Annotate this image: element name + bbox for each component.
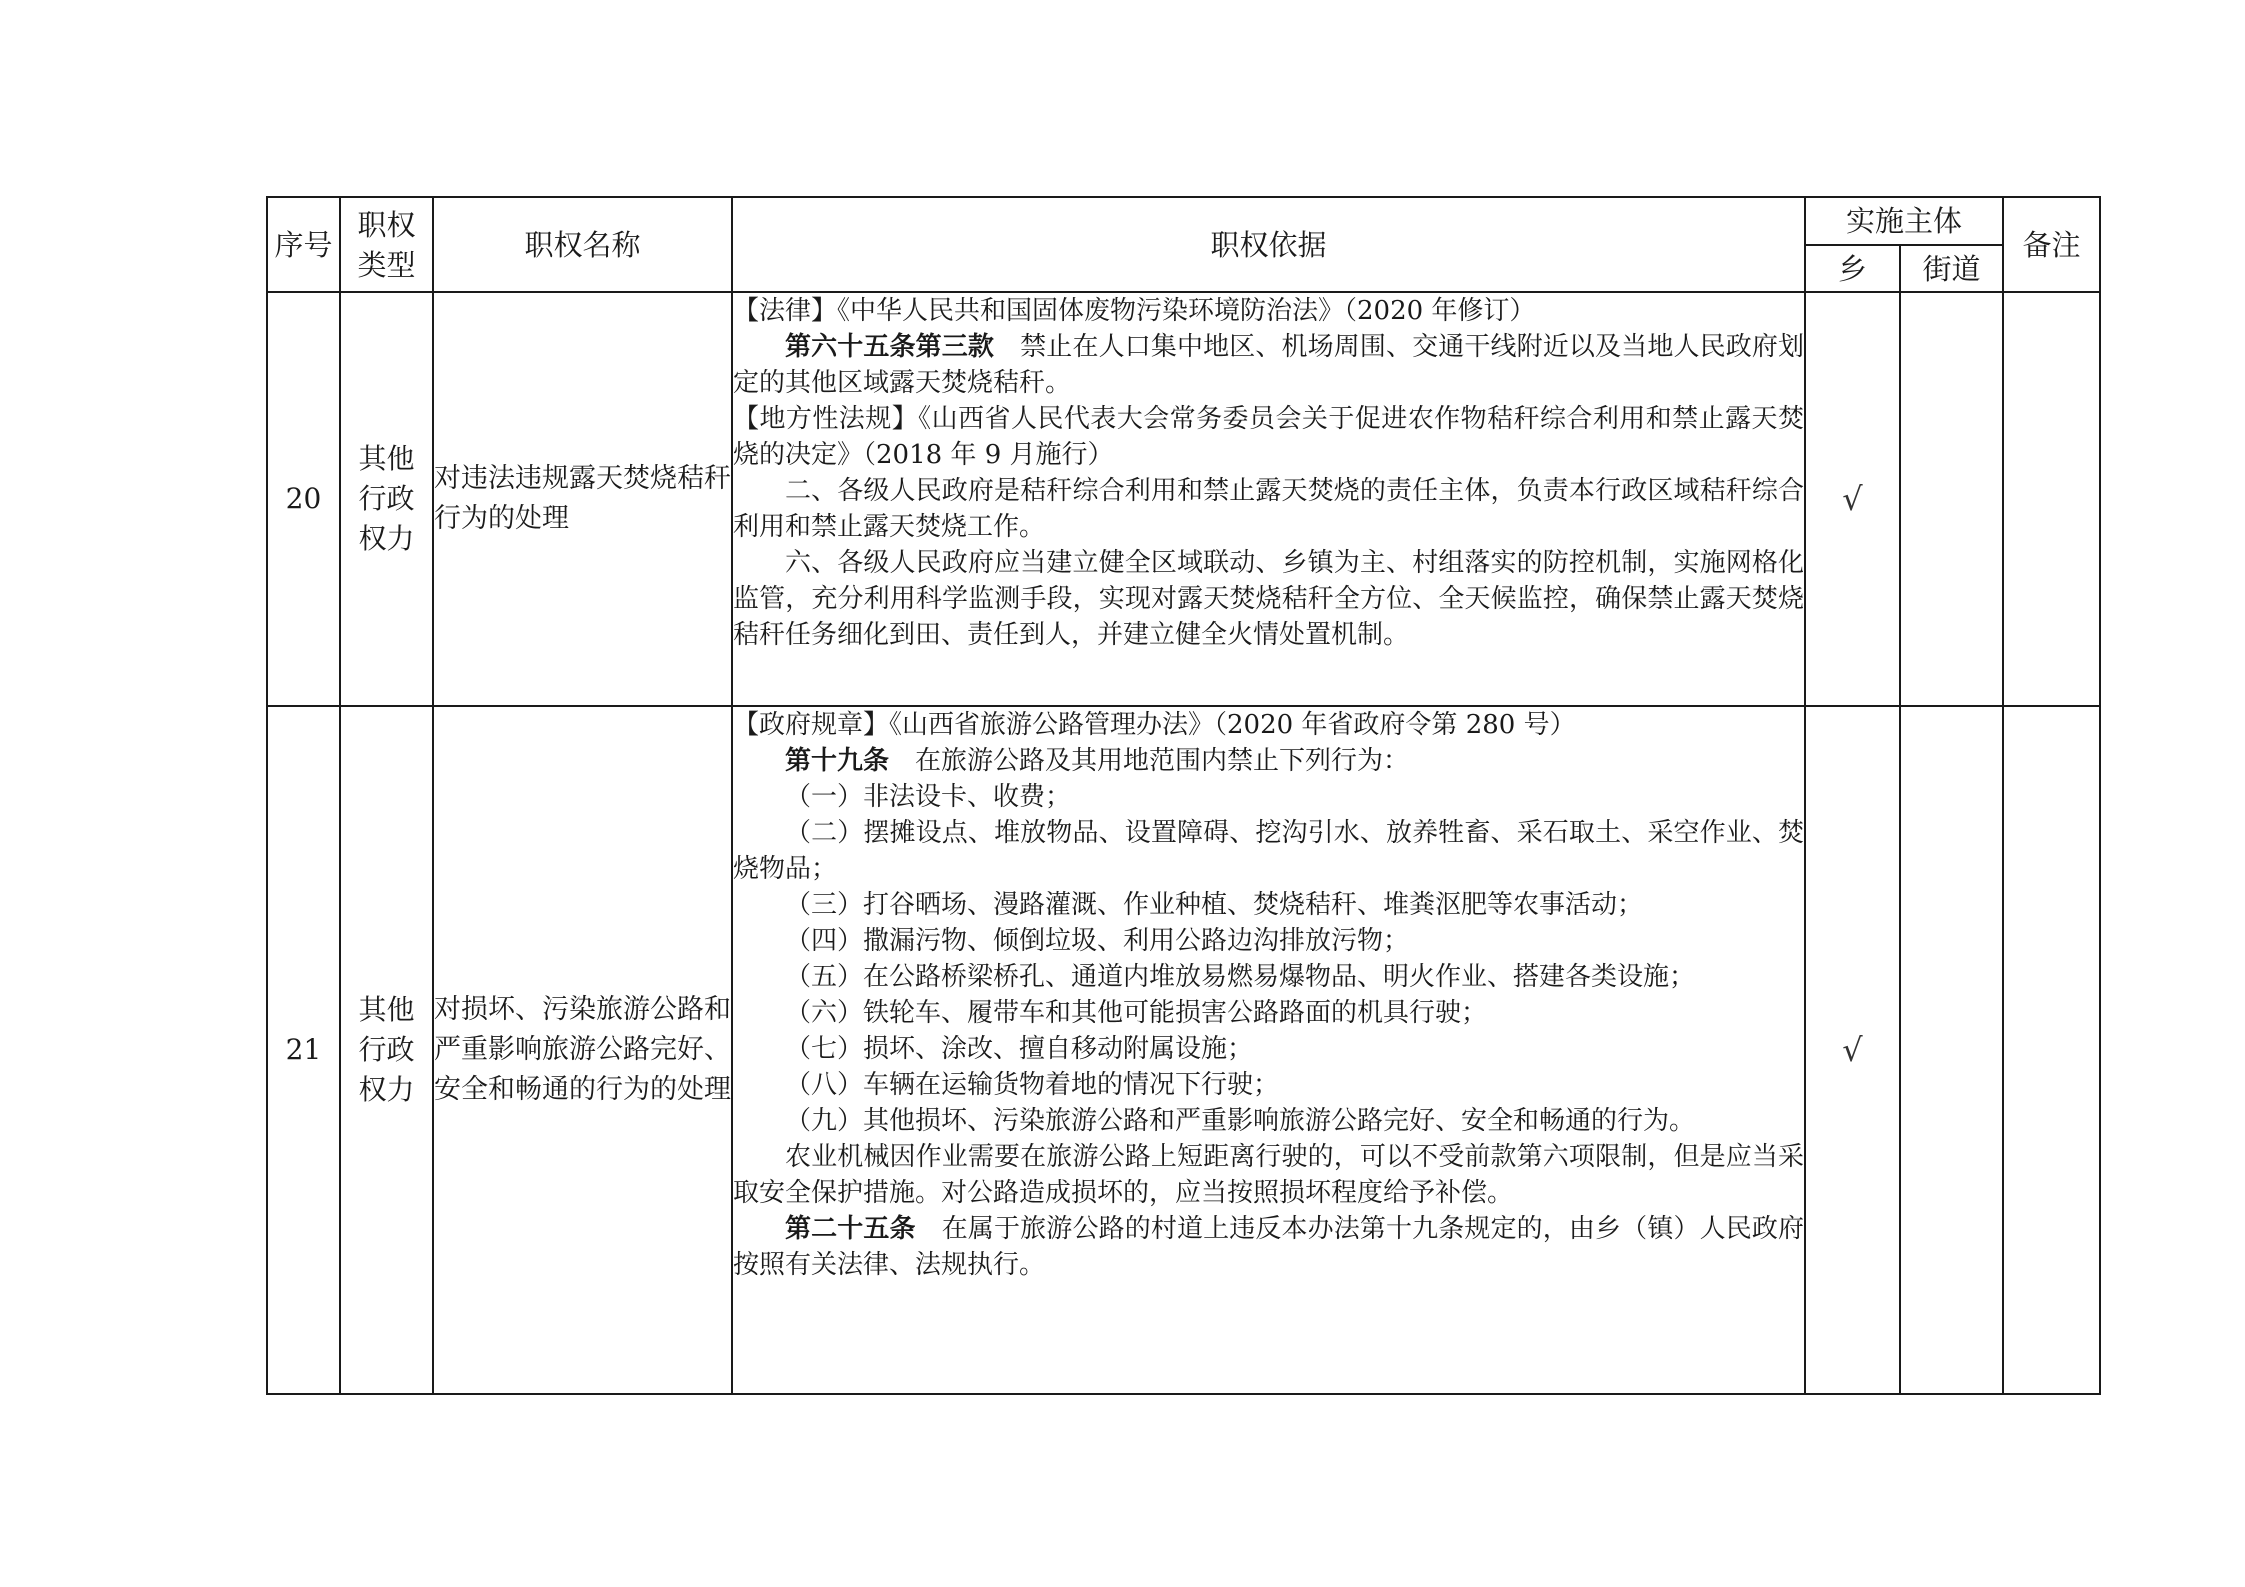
duty-table	[266, 196, 2101, 1395]
basis-paragraph	[733, 293, 1804, 329]
row-basis	[732, 706, 1805, 1394]
basis-paragraph	[733, 995, 1804, 1031]
basis-text: 【法律】《中华人民共和国固体废物污染环境防治法》（2020 年修订）	[733, 296, 1536, 326]
basis-paragraph	[733, 401, 1804, 473]
basis-paragraph	[733, 1031, 1804, 1067]
basis-paragraph	[733, 1139, 1804, 1211]
row-index: 20	[267, 292, 340, 706]
basis-paragraph	[733, 743, 1804, 779]
basis-paragraph	[733, 1103, 1804, 1139]
article-number: 第十九条	[785, 746, 890, 776]
header-subject: 实施主体	[1805, 197, 2003, 245]
basis-text: （二）摆摊设点、堆放物品、设置障碍、挖沟引水、放养牲畜、采石取土、采空作业、焚烧物品；	[733, 818, 1804, 884]
basis-paragraph	[733, 473, 1804, 545]
row-street	[1900, 292, 2003, 706]
header-subject-street: 街道	[1900, 245, 2003, 292]
header-name: 职权名称	[433, 197, 732, 292]
row-town-check: √	[1805, 292, 1900, 706]
basis-text: （五）在公路桥梁桥孔、通道内堆放易燃易爆物品、明火作业、搭建各类设施；	[785, 962, 1696, 992]
row-remark	[2003, 706, 2100, 1394]
basis-text: （三）打谷晒场、漫路灌溉、作业种植、焚烧秸秆、堆粪沤肥等农事活动；	[785, 890, 1644, 920]
header-subject-town: 乡	[1805, 245, 1900, 292]
basis-text: 【政府规章】《山西省旅游公路管理办法》（2020 年省政府令第 280 号）	[733, 710, 1576, 740]
table-row	[267, 292, 2100, 706]
basis-text: （六）铁轮车、履带车和其他可能损害公路路面的机具行驶；	[785, 998, 1488, 1028]
row-name: 对损坏、污染旅游公路和严重影响旅游公路完好、安全和畅通的行为的处理	[433, 706, 732, 1394]
basis-text: 在属于旅游公路的村道上违反本办法第十九条规定的，由乡（镇）人民政府按照有关法律、法规执行。	[733, 1214, 1804, 1280]
basis-text: 在旅游公路及其用地范围内禁止下列行为：	[889, 746, 1410, 776]
article-number: 第六十五条第三款	[785, 332, 995, 362]
basis-paragraph	[733, 779, 1804, 815]
row-type: 其他行政权力	[340, 706, 433, 1394]
basis-paragraph	[733, 887, 1804, 923]
basis-paragraph	[733, 923, 1804, 959]
basis-paragraph	[733, 329, 1804, 401]
basis-paragraph	[733, 959, 1804, 995]
basis-text: （四）撒漏污物、倾倒垃圾、利用公路边沟排放污物；	[785, 926, 1410, 956]
basis-text: 【地方性法规】《山西省人民代表大会常务委员会关于促进农作物秸秆综合利用和禁止露天焚烧的决定》（2018 年 9 月施行）	[733, 404, 1804, 470]
row-type: 其他行政权力	[340, 292, 433, 706]
basis-paragraph	[733, 1067, 1804, 1103]
header-index: 序号	[267, 197, 340, 292]
row-index: 21	[267, 706, 340, 1394]
header-type: 职权类型	[340, 197, 433, 292]
header-remark: 备注	[2003, 197, 2100, 292]
row-remark	[2003, 292, 2100, 706]
basis-text: （九）其他损坏、污染旅游公路和严重影响旅游公路完好、安全和畅通的行为。	[785, 1106, 1696, 1136]
basis-text: 禁止在人口集中地区、机场周围、交通干线附近以及当地人民政府划定的其他区域露天焚烧秸秆。	[733, 332, 1804, 398]
basis-text: （八）车辆在运输货物着地的情况下行驶；	[785, 1070, 1280, 1100]
row-town-check: √	[1805, 706, 1900, 1394]
table-row	[267, 706, 2100, 1394]
header-basis: 职权依据	[732, 197, 1805, 292]
basis-text: （七）损坏、涂改、擅自移动附属设施；	[785, 1034, 1254, 1064]
row-name: 对违法违规露天焚烧秸秆行为的处理	[433, 292, 732, 706]
basis-text: （一）非法设卡、收费；	[785, 782, 1072, 812]
basis-text: 二、各级人民政府是秸秆综合利用和禁止露天焚烧的责任主体，负责本行政区域秸秆综合利用和禁止露天焚烧工作。	[733, 476, 1804, 542]
row-basis	[732, 292, 1805, 706]
basis-text: 六、各级人民政府应当建立健全区域联动、乡镇为主、村组落实的防控机制，实施网格化监管，充分利用科学监测手段，实现对露天焚烧秸秆全方位、全天候监控，确保禁止露天焚烧秸秆任务细化到田、责任到人，并建立健全火情处置机制。	[733, 548, 1804, 650]
basis-paragraph	[733, 1211, 1804, 1283]
basis-paragraph	[733, 545, 1804, 653]
basis-paragraph	[733, 815, 1804, 887]
basis-text: 农业机械因作业需要在旅游公路上短距离行驶的，可以不受前款第六项限制，但是应当采取安全保护措施。对公路造成损坏的，应当按照损坏程度给予补偿。	[733, 1142, 1804, 1208]
row-street	[1900, 706, 2003, 1394]
article-number: 第二十五条	[785, 1214, 916, 1244]
basis-paragraph	[733, 707, 1804, 743]
